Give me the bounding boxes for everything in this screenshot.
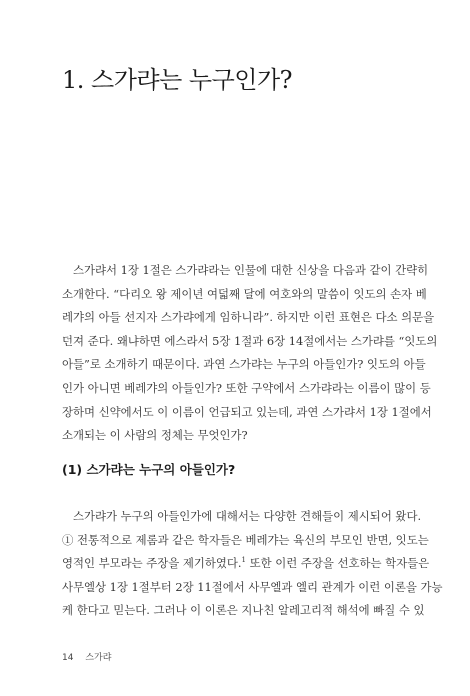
text-line: 인가 아니면 베레갸의 아들인가? 또한 구약에서 스가랴라는 이름이 많이 등 xyxy=(62,380,431,395)
running-title: 스가랴 xyxy=(85,653,112,663)
text-line: 던져 준다. 왜냐하면 에스라서 5장 1절과 6장 14절에서는 스가랴를 “잇도의 xyxy=(62,333,438,348)
page-footer xyxy=(62,650,111,663)
text-line: 장하며 신약에서도 이 이름이 언급되고 있는데, 과연 스가랴서 1장 1절에서 xyxy=(62,404,432,419)
chapter-title: 1. 스가랴는 누구인가? xyxy=(62,66,292,94)
page-number: 14 xyxy=(62,653,74,663)
text-line: 사무엘상 1장 1절부터 2장 11절에서 사무엘과 엘리 관계가 이런 이론을 가능 xyxy=(62,579,443,594)
section-heading: (1) 스가랴는 누구의 아들인가? xyxy=(62,462,236,477)
text-line: ① 전통적으로 제롬과 같은 학자들은 베레갸는 육신의 부모인 반면, 잇도는 xyxy=(62,532,429,547)
text-line: 아들”로 소개하기 때문이다. 과연 스가랴는 누구의 아들인가? 잇도의 아들 xyxy=(62,357,426,372)
body-paragraph xyxy=(62,259,438,448)
text-line: 스가랴서 1장 1절은 스가랴라는 인물에 대한 신상을 다음과 같이 간략히 xyxy=(73,263,429,277)
text-line: 스가랴가 누구의 아들인가에 대해서는 다양한 견해들이 제시되어 왔다. xyxy=(73,509,422,523)
text-line: 소개되는 이 사람의 정체는 무엇인가? xyxy=(62,428,248,443)
text-segment: 또한 이런 주장을 선호하는 학자들은 xyxy=(246,556,430,571)
footnote-marker[interactable]: 1 xyxy=(241,556,247,565)
text-line: 케 한다고 믿는다. 그러나 이 이론은 지나친 알레고리적 해석에 빠질 수 있 xyxy=(62,603,425,618)
text-line: 레갸의 아들 선지자 스가랴에게 임하니라”. 하지만 이런 표현은 다소 의문을 xyxy=(62,310,435,325)
text-line xyxy=(62,552,430,576)
text-line: 소개한다. “다리오 왕 제이년 여덟째 달에 여호와의 말씀이 잇도의 손자 베 xyxy=(62,286,427,301)
text-segment: 영적인 부모라는 주장을 제기하였다. xyxy=(62,556,242,571)
body-paragraph xyxy=(62,505,443,623)
